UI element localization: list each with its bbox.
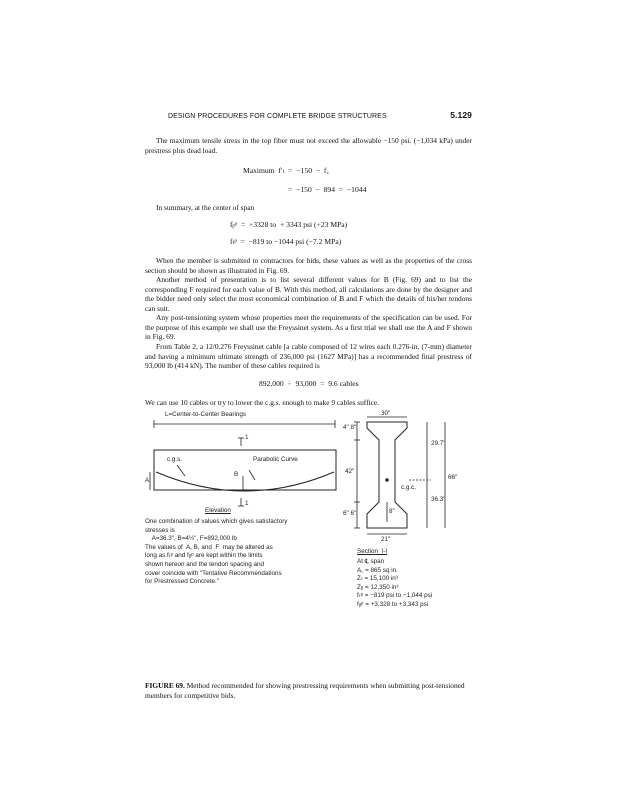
figure-note: One combination of values which gives satisfactory stresses is A=36.3", B=4½", F=892,000 lb The values of A, B, and F may be altered as long as fₜᵖ and fᵦᵖ are kept within the limits shown hereon and the tendon spacing and cover coincide with "Tentative Recommendations for Prestressed Concrete." (145, 518, 288, 586)
dim-yb: 36.3" (431, 496, 446, 503)
paragraph-cable-count: We can use 10 cables or try to lower the c.g.s. enough to make 9 cables suffice. (145, 398, 380, 407)
paragraph-freyssinet: From Table 2, a 12/0.276 Freyssinet cable [a cable composed of 12 wires each 0.276-in. (7-mm) diameter and having a minimum ultimate strength of 236,000 psi (1627 MPa)] has a recommended final prestress of 93,000 lb (414 kN). The number of these cables required is (145, 342, 472, 371)
dim-web: 42" (345, 468, 355, 475)
dim-depth: 66" (448, 474, 458, 481)
span-dimension-label: L=Center-to-Center Bearings (165, 411, 247, 418)
dim-bottom-width: 21" (381, 536, 391, 543)
header-title: DESIGN PROCEDURES FOR COMPLETE BRIDGE STRUCTURES (168, 113, 387, 120)
summary-top-fiber: fₜᵖ = −819 to −1044 psi (−7.2 MPa) (230, 237, 342, 246)
dim-tendon: 8" (389, 508, 395, 515)
dim-yt: 29.7" (431, 440, 446, 447)
parabolic-curve-label: Parabolic Curve (253, 456, 298, 463)
section-mark-bottom: 1 (245, 500, 249, 507)
section-mark-top: 1 (245, 434, 249, 441)
cgc-label: c.g.c. (401, 484, 417, 491)
label-b: B (234, 471, 239, 478)
caption-text: Method recommended for showing prestressing requirements when submitting post-tensioned members for competitive bids. (145, 681, 465, 700)
dim-top-width: 30" (381, 410, 391, 417)
section-label: Section I-I (357, 548, 388, 555)
summary-bottom-fiber: fᵦᵖ = +3328 to + 3343 psi (+23 MPa) (230, 220, 348, 229)
dim-bottom-flange: 6" 6" (343, 510, 357, 517)
summary-intro: In summary, at the center of span (156, 203, 255, 212)
equation-max-line2: = −150 − 894 = −1044 (288, 185, 367, 194)
paragraph-post-tensioning: Any post-tensioning system whose properties meet the requirements of the specification can be used. For the purpose of this example we shall use the Freyssinet system. As a first trial we shall use the A and F shown in Fig. 69. (145, 313, 472, 342)
running-header (168, 110, 472, 120)
dim-top-flange: 4" 8" (343, 424, 357, 431)
paragraph-presentation: Another method of presentation is to list several different values for B (Fig. 69) and to list the corresponding F required for each value of B. With this method, all calculations are done by the designer and the bidder need only select the most economical combination of B and F which the details of his/her tendons can suit. (145, 275, 472, 313)
caption-label: FIGURE 69. (145, 681, 185, 690)
elevation-label: Elevation (205, 507, 231, 514)
equation-max-line1: Maximum f′ₜ = −150 − f꜀ (243, 166, 330, 175)
page-number: 5.129 (450, 110, 472, 120)
paragraph-tensile-stress: The maximum tensile stress in the top fiber must not exceed the allowable −150 psi. (−1,034 kPa) under prestress plus dead load. (145, 136, 472, 155)
figure-69 (145, 410, 472, 672)
label-a: A (145, 477, 150, 484)
cgs-label: c.g.s. (167, 456, 183, 463)
section-properties: At ℄ span A꜀ = 865 sq in. Zₜ = 15,100 in³ Zᵦ = 12,350 in³ fₜᵖ = −819 psi to −1,044 psi fᵦᵖ = +3,328 to +3,343 psi (357, 558, 433, 608)
equation-cables: 892,000 ÷ 93,000 = 9.6 cables (259, 379, 359, 388)
paragraph-bids: When the member is submitted to contractors for bids, these values as well as the properties of the cross section should be shown as illustrated in Fig. 69. (145, 256, 472, 275)
figure-caption (145, 681, 472, 700)
